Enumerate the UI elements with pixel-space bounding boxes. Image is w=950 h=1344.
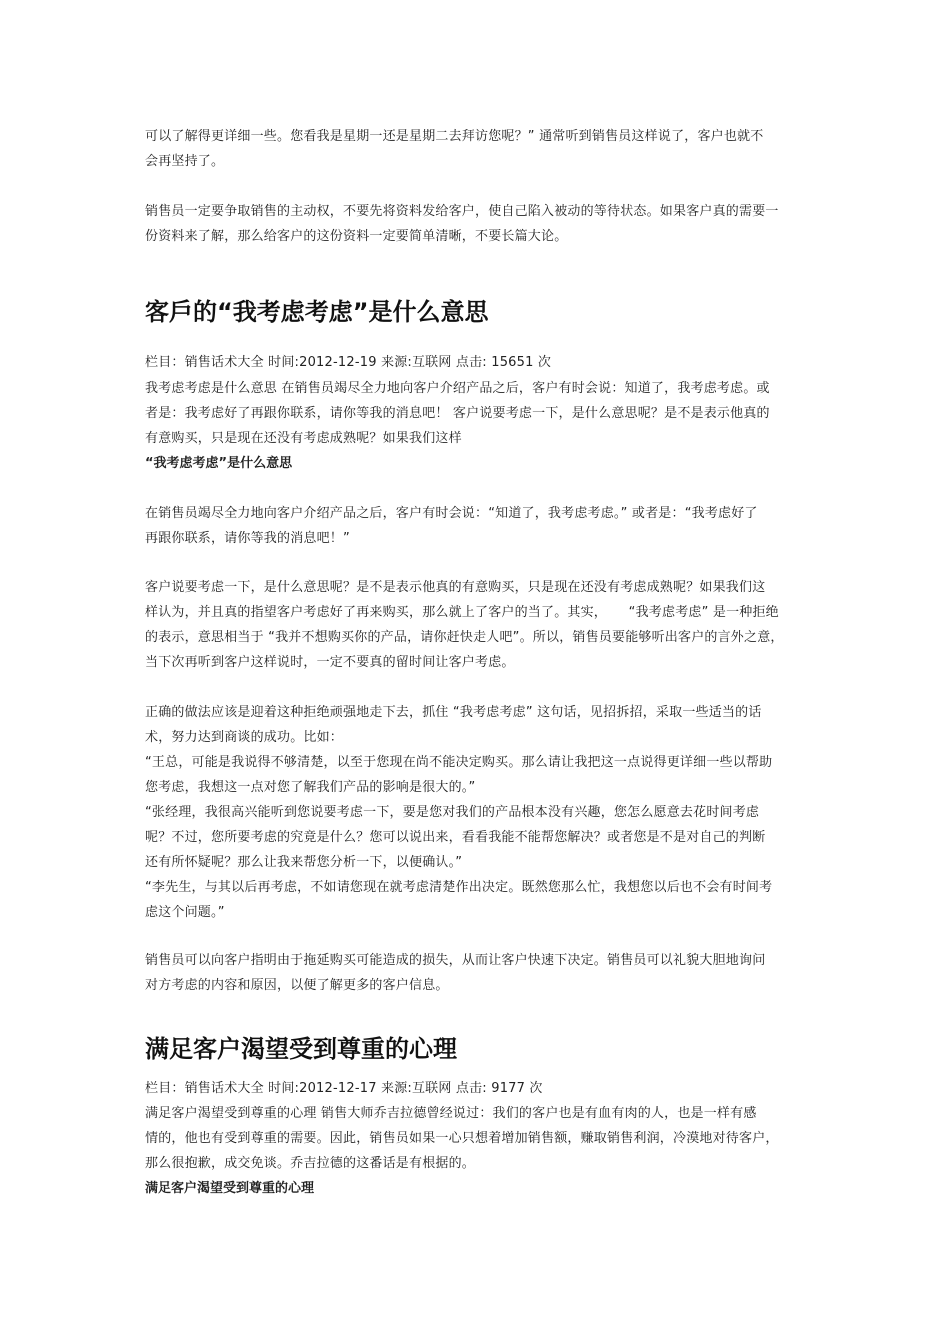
body-paragraph <box>145 700 820 925</box>
text-line: 对方考虑的内容和原因，以便了解更多的客户信息。 <box>145 978 449 993</box>
text-line: 还有所怀疑呢？那么让我来帮您分析一下，以便确认。” <box>145 855 463 870</box>
text-line: 会再坚持了。 <box>145 154 225 169</box>
text-line: “张经理，我很高兴能听到您说要考虑一下，要是您对我们的产品根本没有兴趣，您怎么愿意去花时间考虑 <box>145 805 760 820</box>
text-line: 那么很抱歉，成交免谈。乔吉拉德的这番话是有根据的。 <box>145 1156 476 1171</box>
text-line: “王总，可能是我说得不够清楚，以至于您现在尚不能决定购买。那么请让我把这一点说得更详细一些以帮助 <box>145 755 773 770</box>
text-line: 情的，他也有受到尊重的需要。因此，销售员如果一心只想着增加销售额，赚取销售利润，冷漠地对待客户， <box>145 1131 779 1146</box>
article-meta: 栏目：销售话术大全 时间:2012-12-17 来源:互联网 点击: 9177 次 <box>145 1081 543 1096</box>
text-line: 销售员可以向客户指明由于拖延购买可能造成的损失，从而让客户快速下决定。销售员可以礼貌大胆地询问 <box>145 953 766 968</box>
text-line: 呢？不过，您所要考虑的究竟是什么？您可以说出来，看看我能不能帮您解决？或者您是不是对自己的判断 <box>145 830 766 845</box>
text-line: 销售员一定要争取销售的主动权，不要先将资料发给客户，使自己陷入被动的等待状态。如果客户真的需要一 <box>145 204 779 219</box>
text-line: 术，努力达到商谈的成功。比如： <box>145 730 344 745</box>
article-title: 客戶的“我考虑考虑”是什么意思 <box>145 298 489 326</box>
article-title: 满足客户渴望受到尊重的心理 <box>145 1035 457 1063</box>
body-paragraph <box>145 948 820 998</box>
body-paragraph <box>145 501 820 551</box>
text-line: 客户说要考虑一下，是什么意思呢？是不是表示他真的有意购买，只是现在还没有考虑成熟呢？如果我们这 <box>145 580 766 595</box>
text-line: 当下次再听到客户这样说时，一定不要真的留时间让客户考虑。 <box>145 655 515 670</box>
text-line: 我考虑考虑是什么意思 在销售员竭尽全力地向客户介绍产品之后，客户有时会说：知道了，我考虑考虑。或 <box>145 381 770 396</box>
article-meta: 栏目：销售话术大全 时间:2012-12-19 来源:互联网 点击: 15651 次 <box>145 355 552 370</box>
article-summary <box>145 376 820 451</box>
intro-paragraph-1 <box>145 124 820 174</box>
text-line: 再跟你联系，请你等我的消息吧！” <box>145 531 350 546</box>
article-subtitle: “我考虑考虑”是什么意思 <box>145 456 293 471</box>
text-line: 有意购买，只是现在还没有考虑成熟呢？如果我们这样 <box>145 431 462 446</box>
article-subtitle: 满足客户渴望受到尊重的心理 <box>145 1181 315 1196</box>
article-summary <box>145 1101 820 1176</box>
text-line: “李先生，与其以后再考虑，不如请您现在就考虑清楚作出决定。既然您那么忙，我想您以后也不会有时间考 <box>145 880 773 895</box>
body-paragraph <box>145 575 820 675</box>
text-line: 您考虑，我想这一点对您了解我们产品的影响是很大的。” <box>145 780 476 795</box>
text-line: 份资料来了解，那么给客户的这份资料一定要简单清晰，不要长篇大论。 <box>145 229 568 244</box>
text-line: 者是：我考虑好了再跟你联系，请你等我的消息吧！ 客户说要考虑一下，是什么意思呢？是不是表示他真的 <box>145 406 770 421</box>
text-line: 正确的做法应该是迎着这种拒绝顽强地走下去，抓住 “我考虑考虑” 这句话，见招拆招，采取一些适当的话 <box>145 705 762 720</box>
text-line: 虑这个问题。” <box>145 905 225 920</box>
text-line: 的表示，意思相当于 “我并不想购买你的产品，请你赶快走人吧”。所以，销售员要能够听出客户的言外之意， <box>145 630 784 645</box>
text-line: 样认为，并且真的指望客户考虑好了再来购买，那么就上了客户的当了。其实， “我考虑考虑” 是一种拒绝 <box>145 605 779 620</box>
text-line: 满足客户渴望受到尊重的心理 销售大师乔吉拉德曾经说过：我们的客户也是有血有肉的人，也是一样有感 <box>145 1106 757 1121</box>
intro-paragraph-2 <box>145 199 820 249</box>
text-line: 可以了解得更详细一些。您看我是星期一还是星期二去拜访您呢？” 通常听到销售员这样说了，客户也就不 <box>145 129 764 144</box>
text-line: 在销售员竭尽全力地向客户介绍产品之后，客户有时会说：“知道了，我考虑考虑。” 或者是：“我考虑好了 <box>145 506 758 521</box>
